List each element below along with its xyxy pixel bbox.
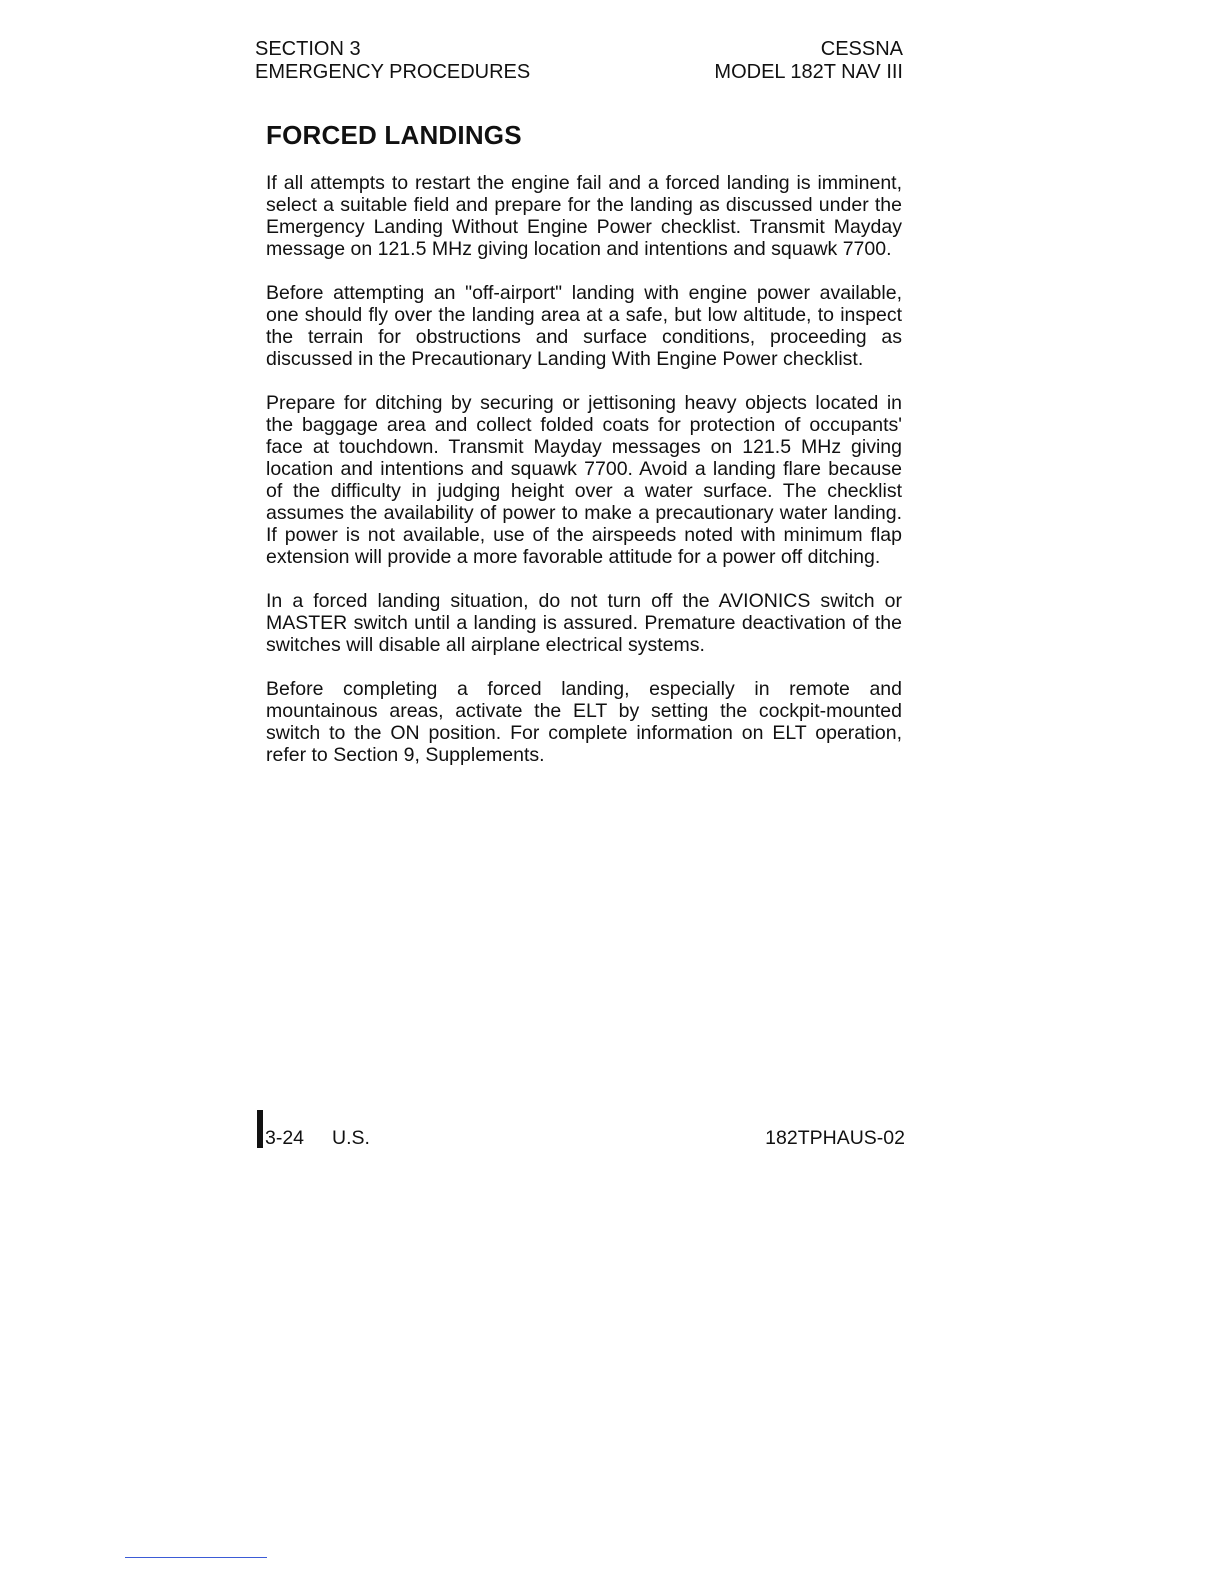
- paragraph-elt: Before completing a forced landing, especially in remote and mountainous areas, activate the ELT by setting the cockpit-mounted switch to the ON position. For complete information on ELT operation, refer to Section 9, Supplements.: [266, 678, 902, 766]
- paragraph-off-airport: Before attempting an "off-airport" landing with engine power available, one should fly over the landing area at a safe, but low altitude, to inspect the terrain for obstructions and surface conditions, proceeding as discussed in the Precautionary Landing With Engine Power checklist.: [266, 282, 902, 370]
- section-name: EMERGENCY PROCEDURES: [255, 61, 531, 83]
- page-number: 3-24: [265, 1127, 305, 1149]
- region-label: U.S.: [332, 1127, 370, 1149]
- header-right: [714, 38, 903, 84]
- revision-change-bar: [257, 1110, 263, 1148]
- paragraph-avionics-master: In a forced landing situation, do not turn off the AVIONICS switch or MASTER switch until a landing is assured. Premature deactivation of the switches will disable all airplane electrical systems.: [266, 590, 902, 656]
- body-text: [266, 172, 902, 788]
- section-label: SECTION 3: [255, 38, 361, 60]
- bottom-link-underline: [125, 1557, 267, 1558]
- document-id: 182TPHAUS-02: [765, 1127, 905, 1149]
- paragraph-ditching: Prepare for ditching by securing or jettisoning heavy objects located in the baggage area and collect folded coats for protection of occupants' face at touchdown. Transmit Mayday messages on 121.5 MHz giving location and intentions and squawk 7700. Avoid a landing flare because of the difficulty in judging height over a water surface. The checklist assumes the availability of power to make a precautionary water landing. If power is not available, use of the airspeeds noted with minimum flap extension will provide a more favorable attitude for a power off ditching.: [266, 392, 902, 568]
- header-left: [255, 38, 530, 84]
- model-label: MODEL 182T NAV III: [714, 61, 903, 83]
- page-title: FORCED LANDINGS: [266, 120, 522, 150]
- footer-left: [257, 1108, 370, 1148]
- paragraph-restart-failure: If all attempts to restart the engine fail and a forced landing is imminent, select a suitable field and prepare for the landing as discussed under the Emergency Landing Without Engine Power checklist. Transmit Mayday message on 121.5 MHz giving location and intentions and squawk 7700.: [266, 172, 902, 260]
- manufacturer-label: CESSNA: [820, 38, 903, 60]
